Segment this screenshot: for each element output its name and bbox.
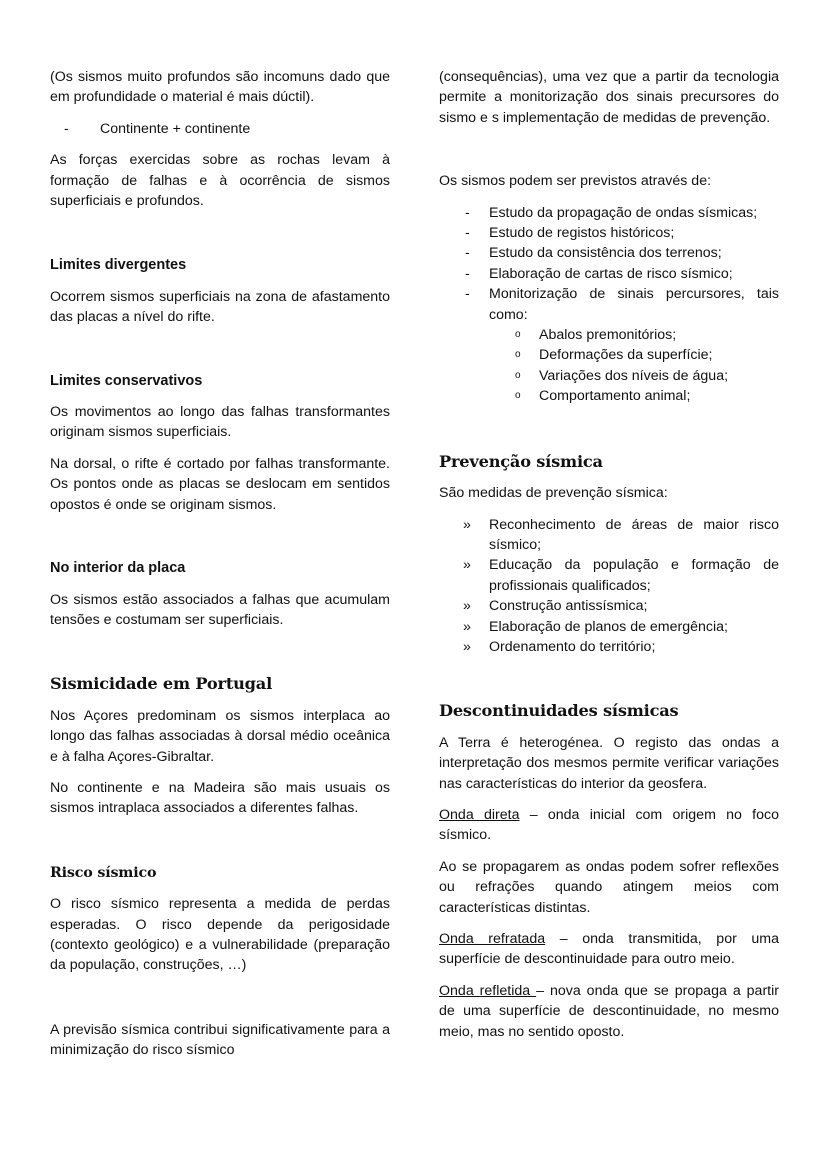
terra-paragraph: A Terra é heterogénea. O registo das ondas a interpretação dos mesmos permite verificar variações nas características do interior da geosfera. xyxy=(439,734,779,792)
dash-marker: - xyxy=(465,245,470,262)
heading-descontinuidades-sismicas: Descontinuidades sísmicas xyxy=(439,701,679,721)
conservativos-paragraph-1: Os movimentos ao longo das falhas transformantes originam sismos superficiais. xyxy=(50,404,390,441)
conservativos-paragraph-2: Na dorsal, o rifte é cortado por falhas transformante. Os pontos onde as placas se deslocam em sentidos opostos é onde se originam sismos. xyxy=(50,455,390,513)
list-item: o Abalos premonitórios; xyxy=(439,325,779,345)
onda-refratada-paragraph: Onda refratada – onda transmitida, por uma superfície de descontinuidade para outro meio. xyxy=(439,931,780,968)
heading-limites-conservativos: Limites conservativos xyxy=(50,372,203,389)
heading-interior-placa: No interior da placa xyxy=(50,560,186,577)
portugal-paragraph-1: Nos Açores predominam os sismos interplaca ao longo das falhas associadas à dorsal médio oceânica e à falha Açores-Gibraltar. xyxy=(50,707,390,765)
list-item: » Elaboração de planos de emergência; xyxy=(439,617,779,637)
onda-refratada-term: Onda refratada xyxy=(439,931,546,947)
dash-marker: - xyxy=(465,225,470,242)
list-item: o Variações dos níveis de água; xyxy=(439,366,779,386)
list-item xyxy=(50,119,390,139)
reflexoes-paragraph: Ao se propagarem as ondas podem sofrer reflexões ou refrações quando atingem meios com características distintas. xyxy=(439,858,779,916)
raquo-marker: » xyxy=(463,557,471,574)
list-item-text: Continente + continente xyxy=(100,120,251,137)
heading-sismicidade-portugal: Sismicidade em Portugal xyxy=(50,674,273,694)
list-item: » Construção antissísmica; xyxy=(439,596,779,616)
list-item: - Estudo de registos históricos; xyxy=(439,223,779,243)
previstos-list xyxy=(439,203,779,325)
raquo-marker: » xyxy=(463,516,471,533)
heading-prevencao-sismica: Prevenção sísmica xyxy=(439,451,603,471)
onda-direta-paragraph: Onda direta – onda inicial com origem no foco sísmico. xyxy=(439,806,780,844)
dash-marker: - xyxy=(465,204,470,221)
list-item: » Reconhecimento de áreas de maior risco sísmico; xyxy=(463,516,779,553)
heading-limites-divergentes: Limites divergentes xyxy=(50,257,187,274)
circle-marker: o xyxy=(515,349,521,361)
onda-refletida-paragraph: Onda refletida – nova onda que se propaga a partir de uma superfície de descontinuidade, no mesmo meio, mas no sentido oposto. xyxy=(439,982,779,1040)
sinais-list xyxy=(439,325,779,407)
circle-marker: o xyxy=(515,369,521,381)
circle-marker: o xyxy=(515,329,521,341)
previsao-paragraph: A previsão sísmica contribui significativamente para a minimização do risco sísmico xyxy=(50,1021,390,1059)
continuation-paragraph: (consequências), uma vez que a partir da tecnologia permite a monitorização dos sinais precursores do sismo e s implementação de medidas de prevenção. xyxy=(439,69,779,126)
list-item: - Monitorização de sinais percursores, tais como: xyxy=(465,286,779,323)
dash-marker: - xyxy=(465,265,470,282)
risco-paragraph: O risco sísmico representa a medida de perdas esperadas. O risco depende da perigosidade (contexto geológico) e a vulnerabilidade (preparação da população, construções, …) xyxy=(50,896,390,974)
circle-marker: o xyxy=(515,390,521,402)
list-item: » Ordenamento do território; xyxy=(439,637,779,657)
interior-paragraph: Os sismos estão associados a falhas que acumulam tensões e costumam ser superficiais. xyxy=(50,591,390,628)
onda-direta-term: Onda direta xyxy=(439,806,520,823)
medidas-intro: São medidas de prevenção sísmica: xyxy=(439,485,668,502)
divergentes-paragraph: Ocorrem sismos superficiais na zona de afastamento das placas a nível do rifte. xyxy=(50,288,390,326)
raquo-marker: » xyxy=(463,618,471,635)
portugal-paragraph-2: No continente e na Madeira são mais usuais os sismos intraplaca associados a diferentes falhas. xyxy=(50,779,390,817)
right-column xyxy=(439,67,779,1042)
list-item: o Comportamento animal; xyxy=(439,386,779,406)
previstos-intro: Os sismos podem ser previstos através de: xyxy=(439,173,712,190)
forcas-paragraph: As forças exercidas sobre as rochas levam à formação de falhas e à ocorrência de sismos superficiais e profundos. xyxy=(50,152,390,210)
list-item: o Deformações da superfície; xyxy=(439,345,779,365)
heading-risco-sismico: Risco sísmico xyxy=(50,864,157,881)
raquo-marker: » xyxy=(463,598,471,615)
dash-marker: - xyxy=(465,286,470,303)
list-item: - Elaboração de cartas de risco sísmico; xyxy=(439,264,779,284)
medidas-list xyxy=(439,515,779,658)
left-column xyxy=(50,67,390,1061)
dash-marker: - xyxy=(64,120,69,137)
list-item: » Educação da população e formação de profissionais qualificados; xyxy=(463,557,779,594)
onda-refletida-term: Onda refletida xyxy=(439,982,537,999)
intro-paragraph: (Os sismos muito profundos são incomuns dado que em profundidade o material é mais dúctil). xyxy=(50,69,390,106)
list-item: - Estudo da propagação de ondas sísmicas; xyxy=(439,203,779,223)
list-item: - Estudo da consistência dos terrenos; xyxy=(439,243,779,263)
raquo-marker: » xyxy=(463,638,471,655)
